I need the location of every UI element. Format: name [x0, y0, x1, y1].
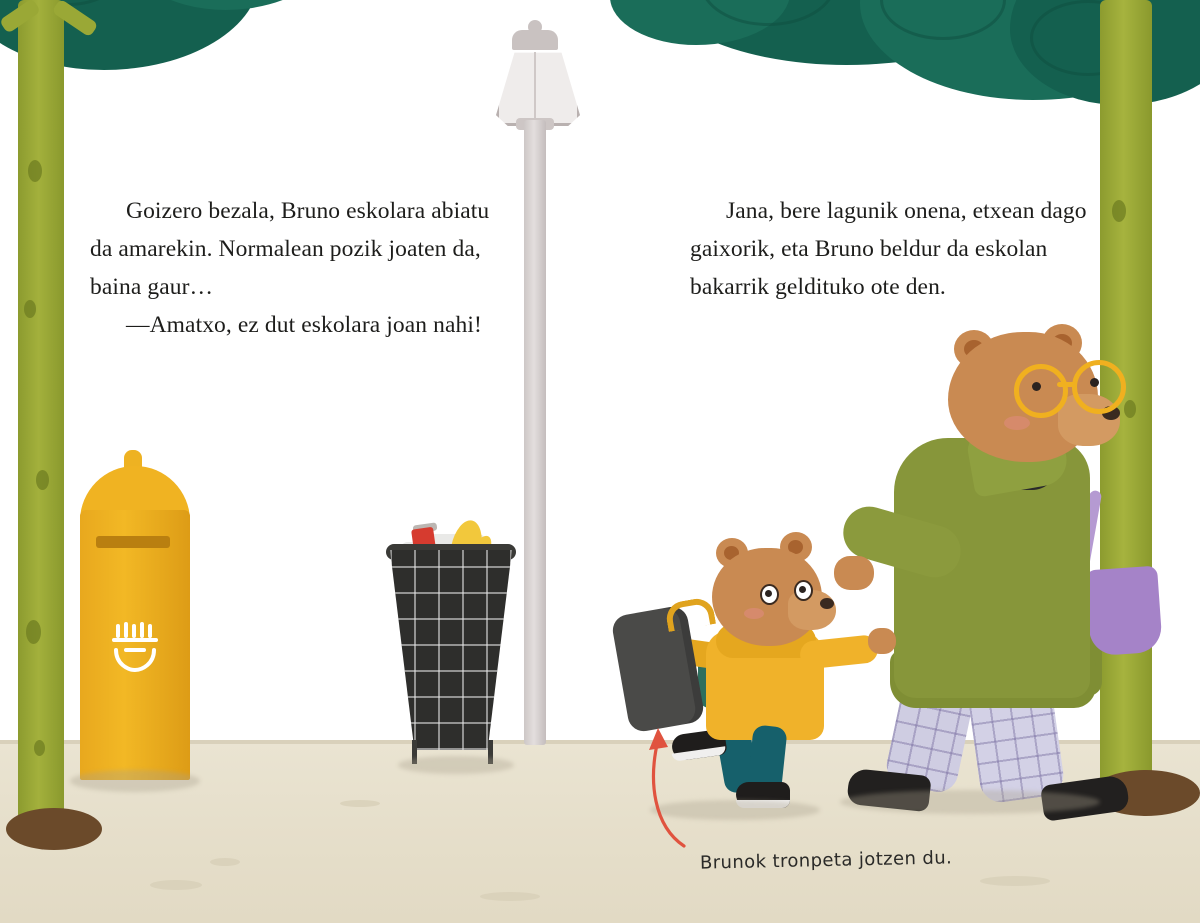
trash-bin-shadow [398, 756, 514, 774]
trunk-spot [36, 470, 49, 490]
ground-speck [210, 858, 240, 866]
ground-speck [980, 876, 1050, 886]
child-bear-nose [820, 598, 834, 609]
adult-bear-glasses [1014, 364, 1068, 418]
streetlamp-glass-line [534, 52, 536, 118]
text-block-left [90, 192, 490, 344]
child-bear-pupil [765, 590, 772, 597]
tree-left-base [6, 808, 102, 850]
adult-bear-handbag [1085, 566, 1163, 657]
adult-bear-cheek [1004, 416, 1030, 430]
ground-speck [480, 892, 540, 901]
adult-bear-glasses-bridge [1057, 382, 1075, 387]
paragraph-left-1: Goizero bezala, Bruno eskolara abiatu da amarekin. Normalean pozik joaten da, baina gaur… [90, 198, 490, 301]
mailbox-slot [96, 536, 170, 548]
trunk-spot [28, 160, 42, 182]
paragraph-right-1: Jana, bere lagunik onena, etxean dago gaixorik, eta Bruno beldur da eskolan bakarrik geldituko ote den. [690, 198, 1087, 301]
adult-bear-eye [1032, 382, 1041, 391]
streetlamp-head [496, 48, 580, 126]
handwritten-caption: Brunok tronpeta jotzen du. [699, 847, 953, 874]
trash-bin-mesh [390, 550, 512, 750]
adult-bear-eye [1090, 378, 1099, 387]
ground-speck [150, 880, 202, 890]
paragraph-left-2: —Amatxo, ez dut eskolara joan nahi! [126, 312, 482, 339]
trunk-spot [1112, 200, 1126, 222]
tree-left-trunk [18, 0, 64, 840]
annotation-arrow [618, 718, 728, 858]
text-block-right [690, 192, 1110, 306]
streetlamp-pole [524, 120, 546, 745]
trunk-spot [26, 620, 41, 644]
mailbox-postal-logo-icon [106, 620, 164, 676]
child-bear-pupil [799, 586, 806, 593]
mailbox-shadow [70, 770, 200, 792]
trumpet-case-handle [664, 596, 716, 632]
trunk-spot [24, 300, 36, 318]
child-bear-cheek [744, 608, 764, 619]
ground-speck [340, 800, 380, 807]
child-bear-hand [868, 628, 896, 654]
adult-bear-glasses [1072, 360, 1126, 414]
streetlamp-cap [512, 30, 558, 50]
trunk-spot [34, 740, 45, 756]
